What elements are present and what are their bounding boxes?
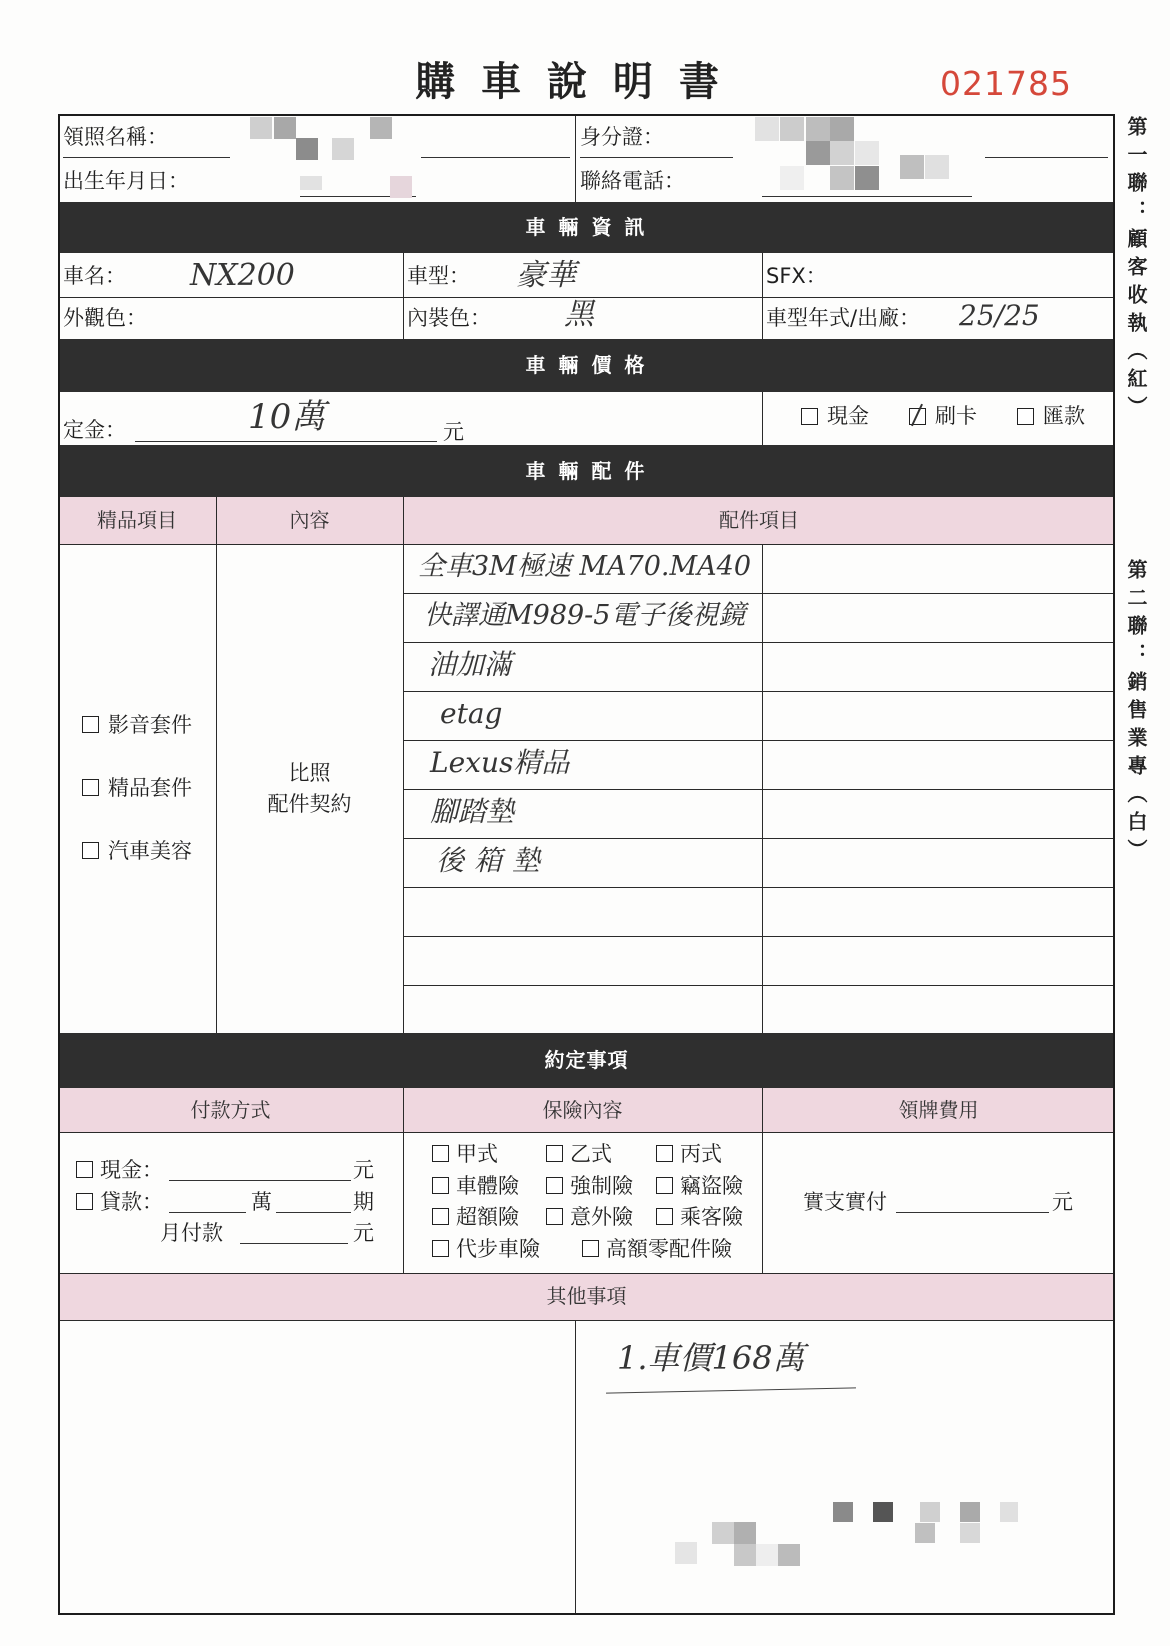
insurance-checkbox xyxy=(546,1177,563,1194)
pay-loan-label: 貸款： xyxy=(100,1190,163,1214)
grid-line xyxy=(58,1273,1115,1274)
insurance-checkbox xyxy=(656,1177,673,1194)
column-header-insurance: 保險內容 xyxy=(403,1088,762,1132)
pay-loan-term-underline xyxy=(276,1212,351,1213)
sfx-label: SFX： xyxy=(766,264,827,288)
column-header-boutique-items: 精品項目 xyxy=(58,497,216,544)
insurance-checkbox xyxy=(432,1240,449,1257)
pay-monthly-unit: 元 xyxy=(353,1221,374,1245)
grid-line xyxy=(403,593,1115,594)
license-name-underline xyxy=(63,157,230,158)
insurance-option: 強制險 xyxy=(570,1174,633,1198)
insurance-checkbox xyxy=(432,1177,449,1194)
grid-line xyxy=(58,1320,1115,1321)
grid-line xyxy=(403,642,1115,643)
payment-card-label: 刷卡 xyxy=(935,404,977,428)
deposit-label: 定金： xyxy=(63,418,126,442)
insurance-option: 車體險 xyxy=(456,1174,519,1198)
insurance-option: 乘客險 xyxy=(680,1205,743,1229)
pay-cash-unit: 元 xyxy=(353,1158,374,1182)
insurance-checkbox xyxy=(432,1208,449,1225)
vehicle-info-header: 車 輛 資 訊 xyxy=(58,202,1115,253)
trim-label: 車型： xyxy=(407,264,470,288)
interior-color-label: 內裝色： xyxy=(407,306,491,330)
pay-loan-amount-unit: 萬 xyxy=(251,1190,272,1214)
grid-line xyxy=(403,497,404,1033)
grid-line xyxy=(403,1088,404,1273)
grid-line xyxy=(762,1088,763,1273)
insurance-checkbox xyxy=(656,1208,673,1225)
grid-line xyxy=(403,740,1115,741)
column-header-payment: 付款方式 xyxy=(58,1088,403,1132)
content-line: 配件契約 xyxy=(267,792,352,816)
copy-label-sales: 第二聯：銷售業專（白） xyxy=(1124,559,1148,867)
phone-label: 聯絡電話： xyxy=(580,169,685,193)
grid-line xyxy=(403,253,404,339)
content-line: 比照 xyxy=(288,761,331,785)
accessory-item: 腳踏墊 xyxy=(430,795,515,828)
column-header-accessory-items: 配件項目 xyxy=(403,497,1115,544)
pay-loan-checkbox xyxy=(76,1193,93,1210)
license-fee-label: 實支實付 xyxy=(803,1190,887,1214)
insurance-option: 甲式 xyxy=(456,1142,498,1166)
license-fee-underline xyxy=(896,1212,1049,1213)
grid-line xyxy=(575,1320,576,1615)
accessory-item: etag xyxy=(440,697,503,730)
column-header-content: 內容 xyxy=(216,497,403,544)
id-number-underline xyxy=(985,157,1108,158)
model-year-value: 25/25 xyxy=(959,299,1040,332)
payment-card-checkbox xyxy=(909,408,926,425)
vehicle-price-header: 車 輛 價 格 xyxy=(58,339,1115,392)
column-header-license-fee: 領牌費用 xyxy=(762,1088,1115,1132)
interior-color-value: 黑 xyxy=(564,297,594,332)
serial-number: 021785 xyxy=(940,64,1072,103)
other-header: 其他事項 xyxy=(58,1273,1115,1320)
other-note: 1.車價168萬 xyxy=(617,1339,805,1377)
grid-line xyxy=(403,838,1115,839)
accessories-header: 車 輛 配 件 xyxy=(58,445,1115,497)
copy-label-customer: 第一聯：顧客收執（紅） xyxy=(1124,116,1148,424)
insurance-option: 代步車險 xyxy=(456,1237,540,1261)
pay-cash-label: 現金： xyxy=(100,1158,163,1182)
pay-cash-checkbox xyxy=(76,1161,93,1178)
trim-value: 豪華 xyxy=(516,258,576,293)
insurance-option: 竊盜險 xyxy=(680,1174,743,1198)
grid-line xyxy=(575,114,576,202)
accessory-item: 快譯通M989-5電子後視鏡 xyxy=(424,600,746,631)
license-name-underline xyxy=(421,157,570,158)
pay-loan-amount-underline xyxy=(169,1212,246,1213)
grid-line xyxy=(403,789,1115,790)
insurance-option: 高額零配件險 xyxy=(606,1237,732,1261)
id-number-label: 身分證： xyxy=(580,125,664,149)
birth-date-label: 出生年月日： xyxy=(63,169,189,193)
deposit-underline xyxy=(135,441,437,442)
insurance-checkbox xyxy=(582,1240,599,1257)
license-fee-unit: 元 xyxy=(1052,1190,1073,1214)
deposit-value: 10萬 xyxy=(248,397,326,437)
payment-transfer-label: 匯款 xyxy=(1043,404,1085,428)
insurance-option: 意外險 xyxy=(570,1205,633,1229)
pay-cash-underline xyxy=(169,1180,351,1181)
package-audio-label: 影音套件 xyxy=(108,713,192,737)
accessory-item: Lexus精品 xyxy=(430,746,570,779)
insurance-checkbox xyxy=(656,1145,673,1162)
pay-loan-term-unit: 期 xyxy=(353,1190,374,1214)
insurance-option: 丙式 xyxy=(680,1142,722,1166)
payment-cash-checkbox xyxy=(801,408,818,425)
insurance-checkbox xyxy=(432,1145,449,1162)
id-number-underline xyxy=(580,157,733,158)
grid-line xyxy=(403,985,1115,986)
insurance-checkbox xyxy=(546,1145,563,1162)
payment-cash-label: 現金 xyxy=(827,404,869,428)
package-boutique-label: 精品套件 xyxy=(108,776,192,800)
model-name-value: NX200 xyxy=(190,258,295,293)
accessory-item: 後箱墊 xyxy=(436,844,551,877)
insurance-checkbox xyxy=(546,1208,563,1225)
other-note-underline xyxy=(606,1387,856,1393)
pay-monthly-label: 月付款 xyxy=(160,1221,223,1245)
accessory-item: 全車3M極速 MA70.MA40 xyxy=(418,551,751,582)
insurance-option: 乙式 xyxy=(570,1142,612,1166)
agreement-header: 約定事項 xyxy=(58,1033,1115,1088)
form-title: 購 車 說 明 書 xyxy=(415,59,725,105)
model-year-label: 車型年式/出廠： xyxy=(766,306,921,330)
insurance-option: 超額險 xyxy=(456,1205,519,1229)
package-audio-checkbox xyxy=(82,716,99,733)
grid-line xyxy=(58,1132,1115,1133)
pay-monthly-underline xyxy=(240,1243,348,1244)
deposit-unit: 元 xyxy=(443,420,464,444)
exterior-color-label: 外觀色： xyxy=(63,306,147,330)
package-detailing-checkbox xyxy=(82,842,99,859)
model-name-label: 車名： xyxy=(63,264,126,288)
accessory-item: 油加滿 xyxy=(428,648,513,681)
grid-line xyxy=(403,936,1115,937)
phone-underline xyxy=(762,196,972,197)
payment-transfer-checkbox xyxy=(1017,408,1034,425)
license-name-label: 領照名稱： xyxy=(63,125,168,149)
package-detailing-label: 汽車美容 xyxy=(108,839,192,863)
grid-line xyxy=(403,887,1115,888)
grid-line xyxy=(403,691,1115,692)
package-boutique-checkbox xyxy=(82,779,99,796)
